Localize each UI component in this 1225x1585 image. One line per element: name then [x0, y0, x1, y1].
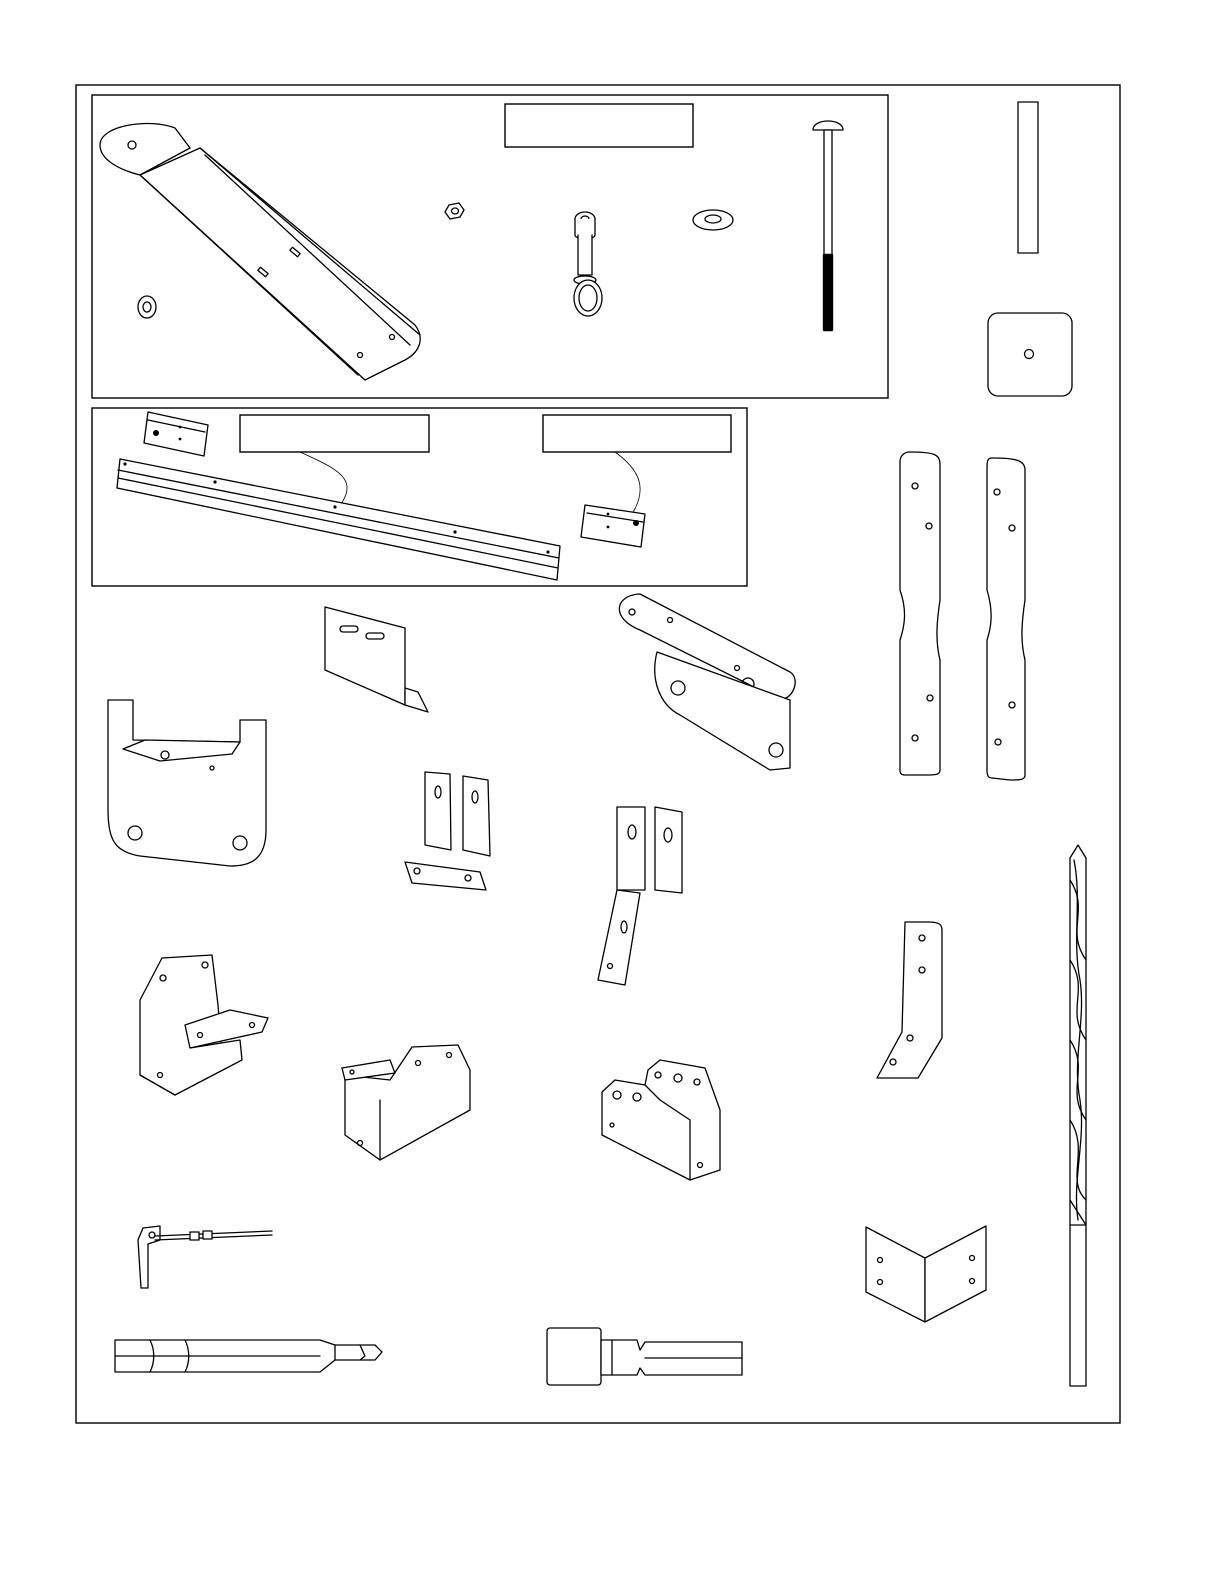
long-strap-icon	[987, 458, 1025, 780]
hardware-group-box	[92, 95, 888, 398]
cable-clamp-icon	[138, 1226, 272, 1288]
support-arm-icon	[100, 123, 420, 380]
angle-bracket-icon	[866, 1226, 986, 1322]
nut-driver-icon	[547, 1328, 742, 1385]
spacer-bar-icon	[1018, 102, 1038, 253]
hex-driver-bit-icon	[115, 1340, 382, 1372]
l-bracket-icon	[877, 922, 942, 1078]
kit-label-box	[505, 104, 693, 147]
u-bracket-icon	[598, 807, 682, 985]
long-strap-icon	[900, 452, 940, 775]
u-bracket-icon	[108, 700, 266, 866]
track-label-right-box	[543, 415, 731, 452]
flag-bracket-icon	[325, 607, 428, 712]
track-clip-icon	[581, 505, 645, 547]
pull-ring-pin-icon	[574, 212, 602, 316]
u-bracket-icon	[342, 1045, 470, 1160]
double-ear-bracket-icon	[405, 772, 490, 890]
track-label-left-box	[240, 415, 429, 452]
drill-bit-icon	[1070, 845, 1086, 1386]
l-bracket-icon	[619, 594, 795, 770]
track-angle-icon	[117, 459, 560, 580]
carriage-bolt-icon	[813, 121, 843, 330]
u-bracket-icon	[140, 955, 268, 1095]
flat-washer-icon	[693, 210, 733, 230]
double-ear-bracket-icon	[602, 1060, 720, 1180]
hex-nut-icon	[445, 203, 464, 219]
washer-icon	[138, 296, 156, 318]
track-clip-icon	[144, 412, 208, 456]
square-pad-icon	[988, 313, 1072, 396]
